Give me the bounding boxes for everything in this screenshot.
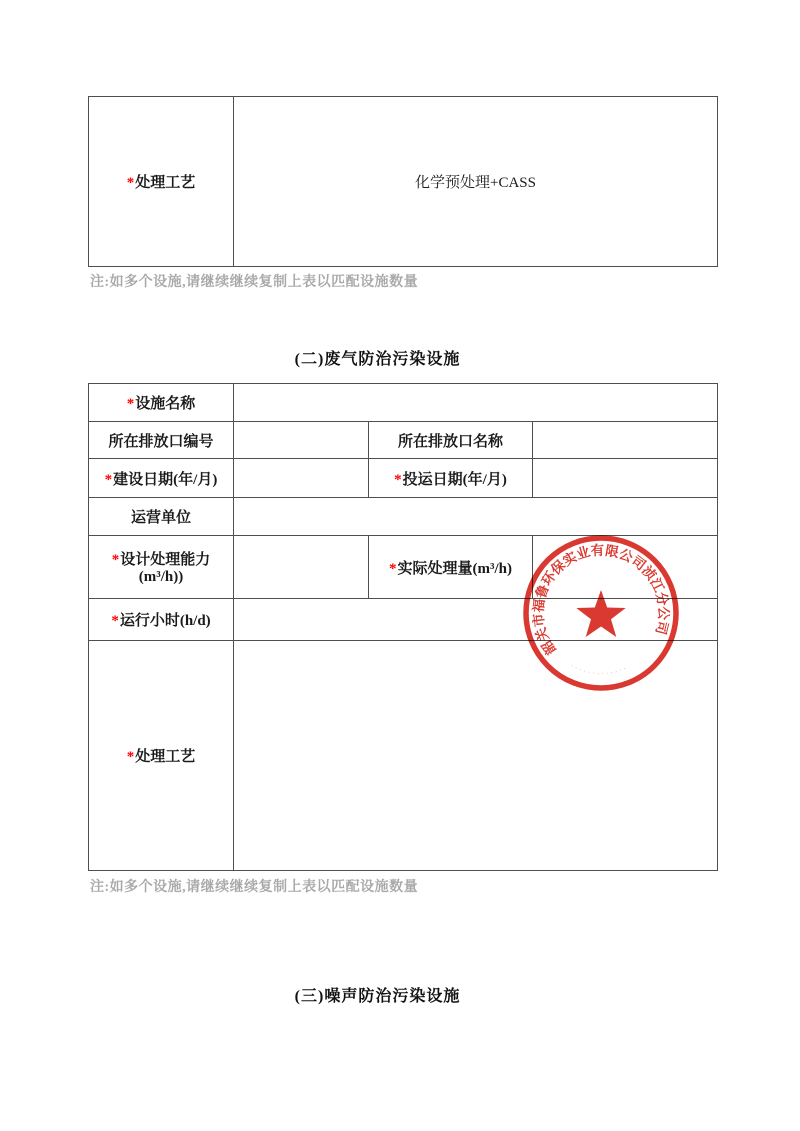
- facility-name-label-cell: [89, 384, 234, 422]
- gas-process-label-cell: [89, 641, 234, 871]
- outlet-name-label: 所在排放口名称: [397, 433, 503, 450]
- build-date-value-cell: [234, 459, 369, 498]
- stamp-arc-text: 韶关市福鲁环保实业有限公司浈江分公司: [530, 542, 672, 658]
- facility-name-value-cell: [234, 384, 718, 422]
- actual-amount-label-cell: [369, 536, 533, 599]
- gas-facility-table: [88, 383, 718, 871]
- process-label-cell: [89, 97, 234, 267]
- run-hours-label: 运行小时(h/d): [119, 613, 211, 629]
- required-asterisk: *: [126, 749, 135, 765]
- required-asterisk: *: [104, 471, 113, 488]
- gas-process-value-cell: [234, 641, 718, 871]
- noise-section-title: (三)噪声防治污染设施: [294, 988, 461, 1005]
- build-date-label: 建设日期(年/月): [113, 471, 218, 488]
- required-asterisk: *: [111, 613, 119, 629]
- duplicate-note-2: 注:如多个设施,请继续继续复制上表以匹配设施数量: [90, 880, 419, 895]
- water-process-table: [88, 96, 718, 267]
- actual-amount-label: 实际处理量(m³/h): [397, 560, 512, 577]
- commission-date-label: 投运日期(年/月): [402, 471, 507, 488]
- outlet-no-label-cell: [89, 422, 234, 459]
- operator-label: 运营单位: [130, 510, 191, 526]
- process-value-cell: 化学预处理+CASS: [234, 97, 718, 267]
- commission-date-label-cell: [369, 459, 533, 498]
- commission-date-value-cell: [533, 459, 718, 498]
- gas-section-title: (二)废气防治污染设施: [294, 351, 461, 368]
- design-capacity-label-cell: [89, 536, 234, 599]
- required-asterisk: *: [389, 560, 397, 577]
- duplicate-note-1: 注:如多个设施,请继续继续复制上表以匹配设施数量: [90, 275, 419, 290]
- process-label: 处理工艺: [135, 175, 196, 191]
- operator-label-cell: [89, 498, 234, 536]
- actual-amount-value-cell: [533, 536, 718, 599]
- stamp-code-marks: ·············: [569, 664, 630, 678]
- design-capacity-unit: (m³/h)): [138, 569, 184, 585]
- outlet-no-value-cell: [234, 422, 369, 459]
- run-hours-value-cell: [234, 599, 718, 641]
- required-asterisk: *: [111, 552, 120, 568]
- design-capacity-label: 设计处理能力: [120, 552, 211, 568]
- outlet-no-label: 所在排放口编号: [108, 433, 214, 450]
- outlet-name-value-cell: [533, 422, 718, 459]
- operator-value-cell: [234, 498, 718, 536]
- required-asterisk: *: [126, 396, 135, 412]
- outlet-name-label-cell: [369, 422, 533, 459]
- facility-name-label: 设施名称: [135, 396, 196, 412]
- run-hours-label-cell: [89, 599, 234, 641]
- required-asterisk: *: [394, 471, 402, 488]
- required-asterisk: *: [126, 175, 135, 191]
- design-capacity-value-cell: [234, 536, 369, 599]
- gas-process-label: 处理工艺: [135, 749, 196, 765]
- build-date-label-cell: [89, 459, 234, 498]
